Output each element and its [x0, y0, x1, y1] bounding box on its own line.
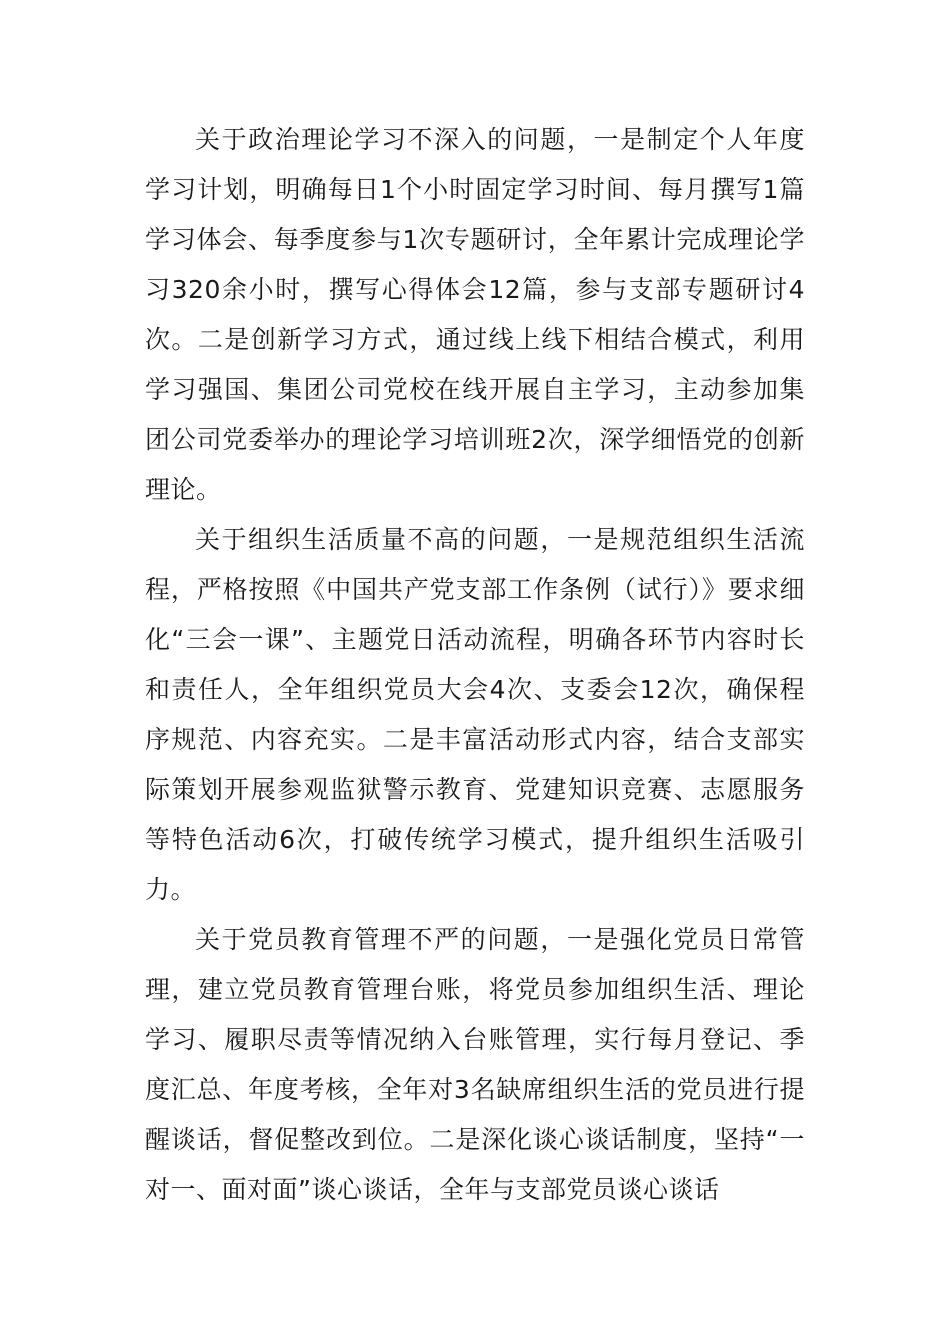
document-body — [145, 115, 805, 1215]
paragraph-party-member-management: 关于党员教育管理不严的问题，一是强化党员日常管理，建立党员教育管理台账，将党员参加组织生活、理论学习、履职尽责等情况纳入台账管理，实行每月登记、季度汇总、年度考核，全年对3名缺席组织生活的党员进行提醒谈话，督促整改到位。二是深化谈心谈话制度，坚持“一对一、面对面”谈心谈话，全年与支部党员谈心谈话 — [145, 925, 805, 1204]
paragraph-political-theory-study: 关于政治理论学习不深入的问题，一是制定个人年度学习计划，明确每日1个小时固定学习时间、每月撰写1篇学习体会、每季度参与1次专题研讨，全年累计完成理论学习320余小时，撰写心得体会12篇，参与支部专题研讨4次。二是创新学习方式，通过线上线下相结合模式，利用学习强国、集团公司党校在线开展自主学习，主动参加集团公司党委举办的理论学习培训班2次，深学细悟党的创新理论。 — [145, 125, 805, 504]
paragraph-organizational-life-quality: 关于组织生活质量不高的问题，一是规范组织生活流程，严格按照《中国共产党支部工作条例（试行）》要求细化“三会一课”、主题党日活动流程，明确各环节内容时长和责任人，全年组织党员大会4次、支委会12次，确保程序规范、内容充实。二是丰富活动形式内容，结合支部实际策划开展参观监狱警示教育、党建知识竞赛、志愿服务等特色活动6次，打破传统学习模式，提升组织生活吸引力。 — [145, 525, 805, 904]
